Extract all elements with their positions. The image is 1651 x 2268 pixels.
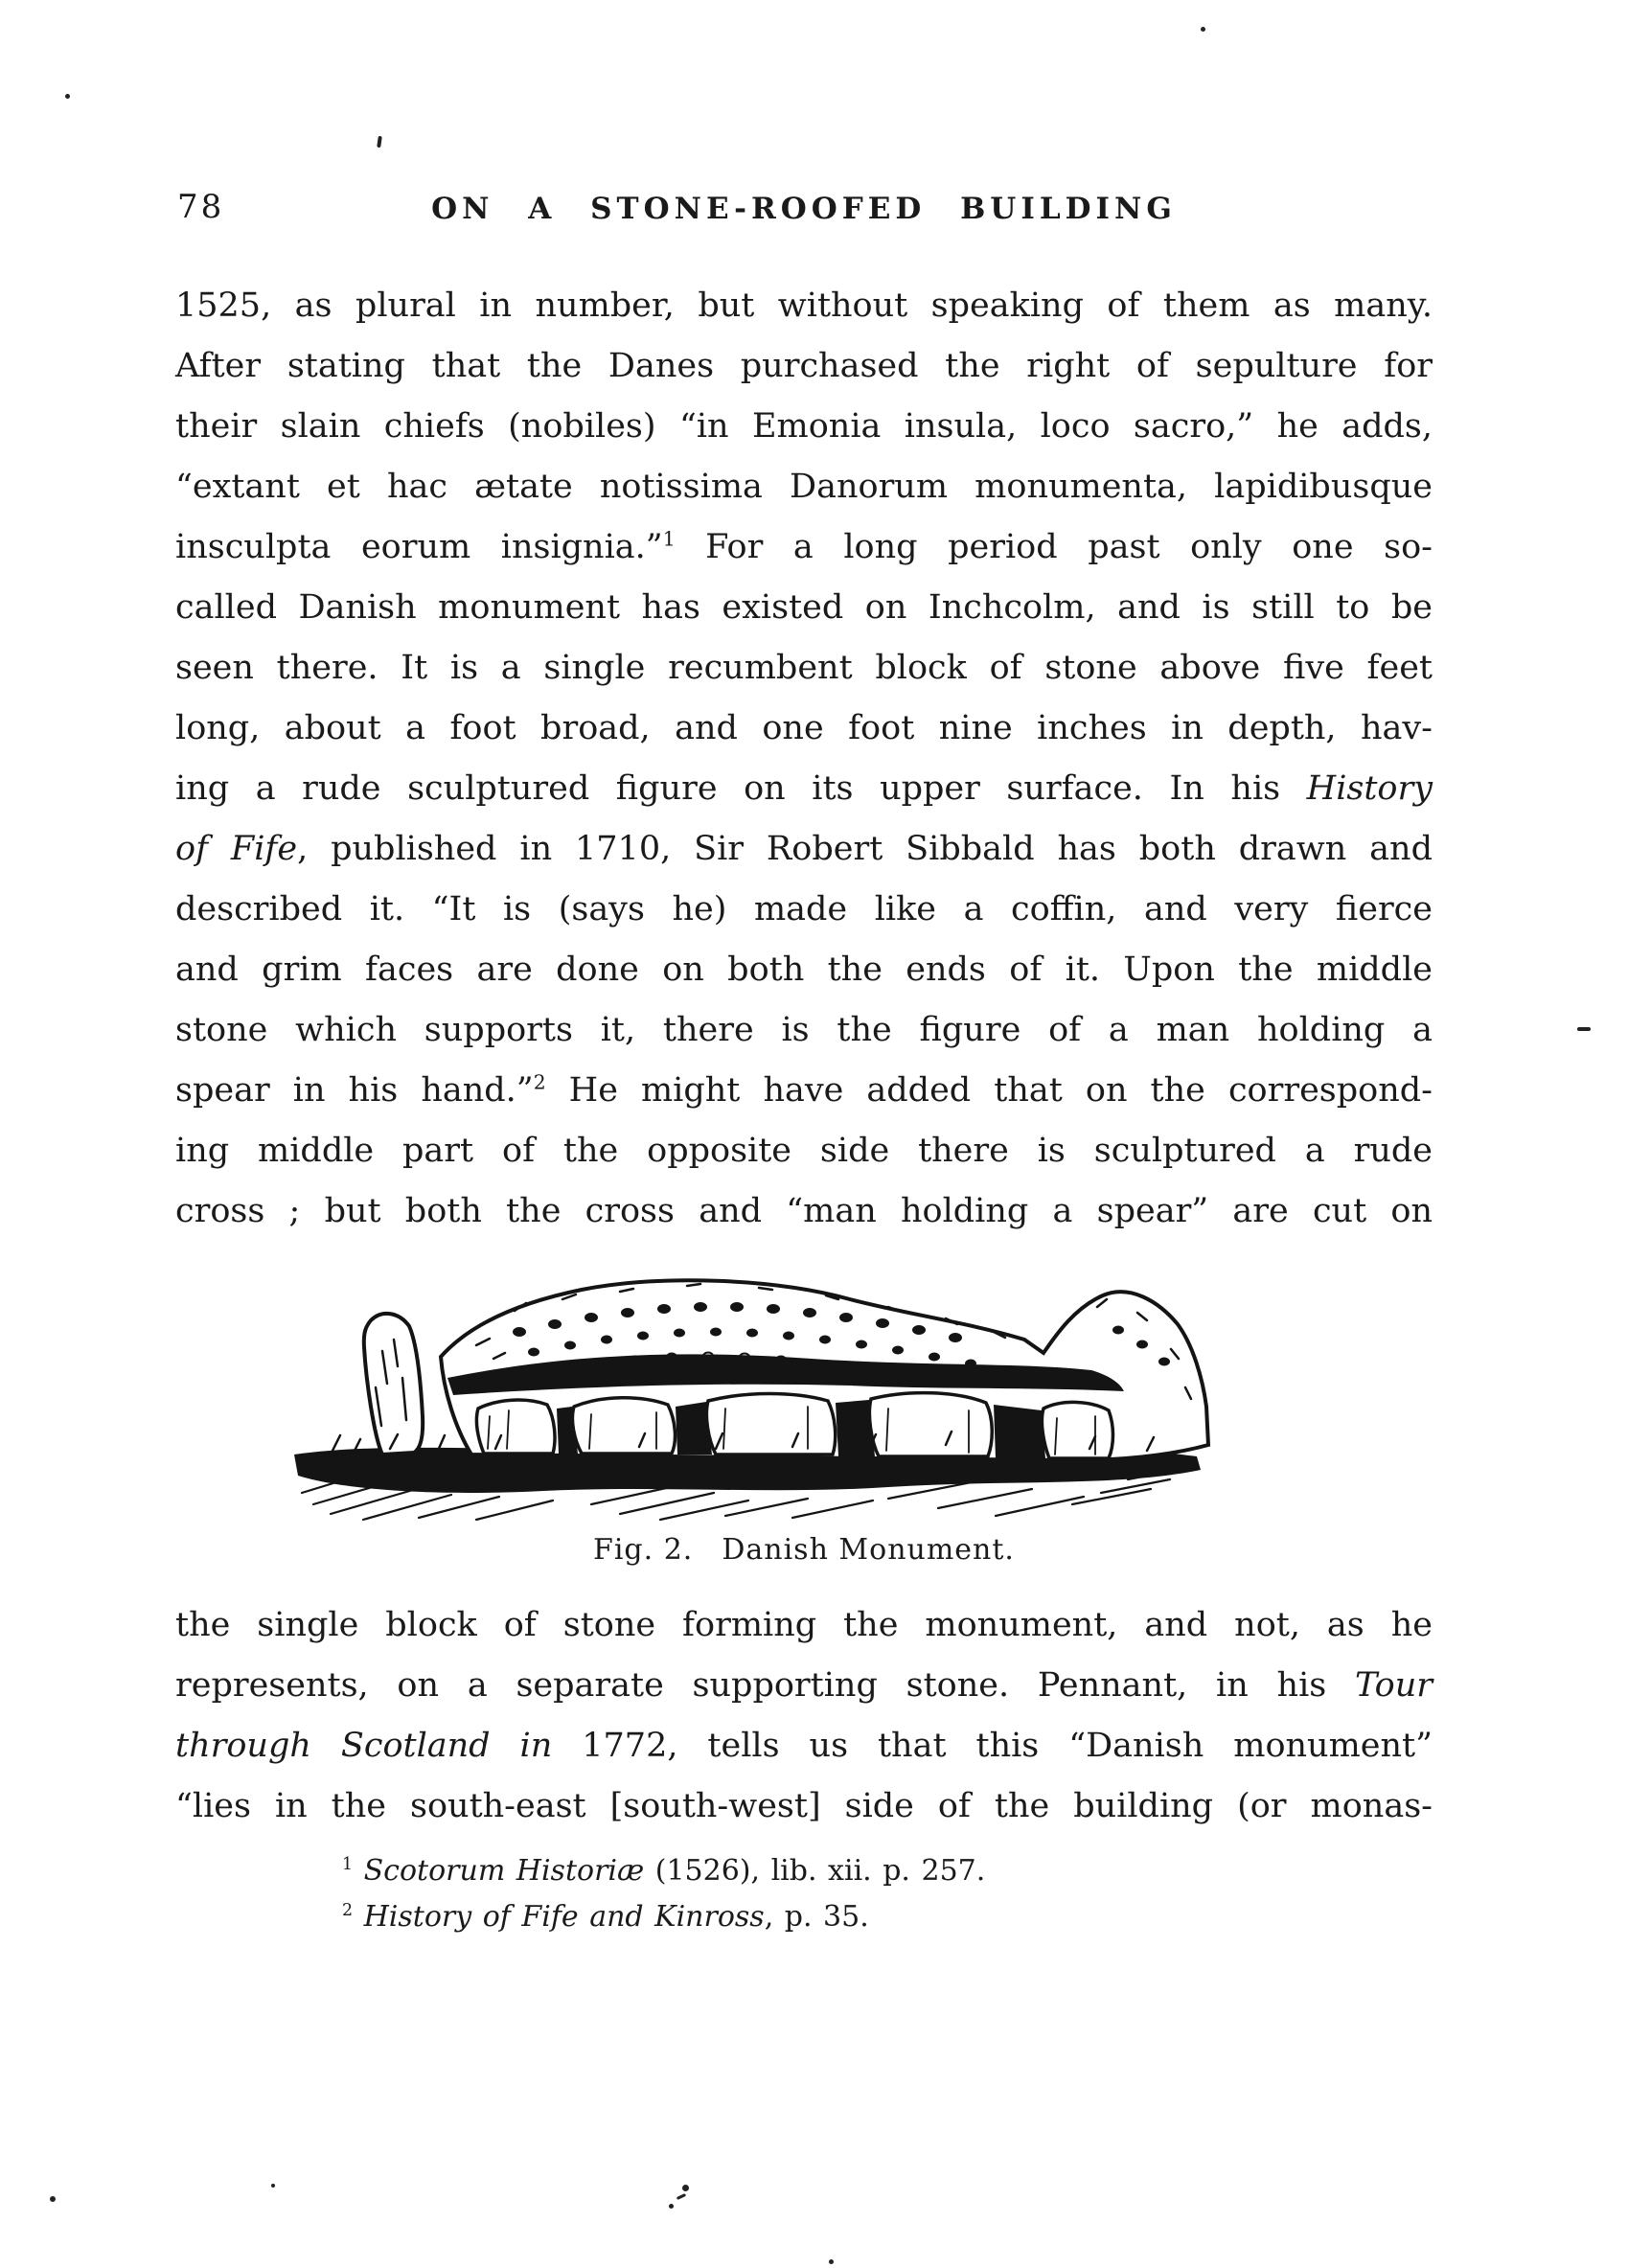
- figure-label: Fig. 2.: [593, 1533, 694, 1567]
- scan-speck: [1201, 27, 1205, 32]
- text-line: $^1$ Scotorum Historiæ (1526), lib. xii. p. 257.: [342, 1854, 986, 1888]
- text-line: seen there. It is a single recumbent block of stone above five feet: [175, 649, 1433, 687]
- text-line: of Fife, published in 1710, Sir Robert Sibbald has both drawn and: [175, 830, 1433, 868]
- scan-speck: [65, 94, 70, 99]
- text-line: 1525, as plural in number, but without speaking of them as many.: [175, 286, 1433, 325]
- text-block: [175, 184, 1433, 1940]
- text-line: spear in his hand.”$^2$ He might have added that on the correspond-: [175, 1070, 1433, 1110]
- scan-speck: [682, 2185, 689, 2191]
- text-line: “extant et hac ætate notissima Danorum monumenta, lapidibusque: [175, 468, 1433, 506]
- text-line: and grim faces are done on both the ends of it. Upon the middle: [175, 951, 1433, 989]
- text-line: insculpta eorum insignia.”$^1$ For a long period past only one so-: [175, 527, 1433, 566]
- text-line: $^2$ History of Fife and Kinross, p. 35.: [342, 1900, 869, 1934]
- figure-2: [175, 1263, 1433, 1567]
- text-line: represents, on a separate supporting stone. Pennant, in his Tour: [175, 1666, 1433, 1705]
- scan-speck: [377, 136, 382, 148]
- scan-speck: [669, 2204, 674, 2209]
- scan-speck: [1577, 1027, 1591, 1031]
- text-line: “lies in the south-east [south-west] side of the building (or monas-: [175, 1787, 1433, 1825]
- page-header: [175, 184, 1433, 234]
- text-line: called Danish monument has existed on Inchcolm, and is still to be: [175, 588, 1433, 627]
- scan-speck: [676, 2193, 686, 2200]
- text-line: the single block of stone forming the monument, and not, as he: [175, 1606, 1433, 1644]
- figure-title: Danish Monument.: [722, 1533, 1015, 1567]
- text-line: After stating that the Danes purchased the right of sepulture for: [175, 347, 1433, 385]
- scan-speck: [50, 2196, 56, 2202]
- paragraph-2: [175, 1595, 1433, 1837]
- running-title: ON A STONE-ROOFED BUILDING: [431, 192, 1177, 226]
- scan-speck: [829, 2259, 834, 2264]
- text-line: cross ; but both the cross and “man holding a spear” are cut on: [175, 1192, 1433, 1230]
- text-line: ing a rude sculptured figure on its upper surface. In his History: [175, 769, 1433, 808]
- text-line: through Scotland in 1772, tells us that this “Danish monument”: [175, 1727, 1433, 1765]
- figure-caption: [175, 1533, 1433, 1567]
- paragraph-1: [175, 276, 1433, 1242]
- text-line: described it. “It is (says he) made like a coffin, and very fierce: [175, 890, 1433, 928]
- scan-speck: [271, 2184, 275, 2188]
- text-line: stone which supports it, there is the figure of a man holding a: [175, 1011, 1433, 1049]
- text-line: long, about a foot broad, and one foot nine inches in depth, hav-: [175, 709, 1433, 747]
- text-line: their slain chiefs (nobiles) “in Emonia insula, loco sacro,” he adds,: [175, 407, 1433, 446]
- footnotes: [342, 1848, 1433, 1940]
- page-number: 78: [177, 188, 225, 226]
- text-line: ing middle part of the opposite side there is sculptured a rude: [175, 1132, 1433, 1170]
- danish-monument-engraving: [275, 1263, 1219, 1523]
